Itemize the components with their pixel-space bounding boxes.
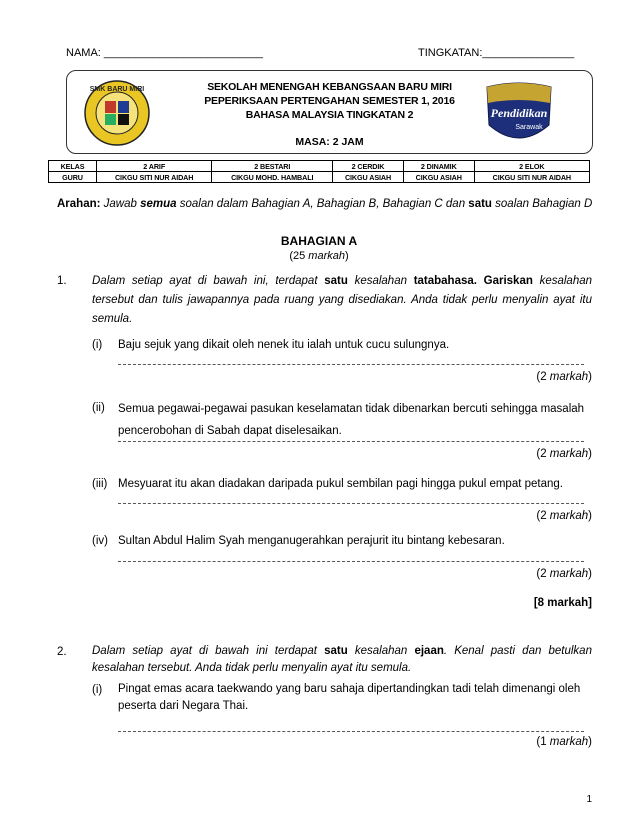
marks-label: (1 markah) xyxy=(536,736,592,748)
marks-label: (2 markah) xyxy=(536,448,592,460)
table-cell: 2 DINAMIK xyxy=(403,161,474,172)
sub-question-number: (i) xyxy=(92,684,103,696)
table-cell: CIKGU MOHD. HAMBALI xyxy=(212,172,333,183)
exam-duration: MASA: 2 JAM xyxy=(295,136,364,148)
sub-question-text: Sultan Abdul Halim Syah menganugerahkan perajurit itu bintang kebesaran. xyxy=(118,535,505,547)
sub-question-number: (ii) xyxy=(92,402,105,414)
section-title: BAHAGIAN A xyxy=(280,234,358,248)
table-row xyxy=(49,172,590,183)
instructions: Arahan: Jawab semua soalan dalam Bahagian A, Bahagian B, Bahagian C dan satu soalan Bahagian D xyxy=(57,198,593,210)
question-number: 1. xyxy=(57,275,67,287)
question-number: 2. xyxy=(57,646,67,658)
sub-question-text: Semua pegawai-pegawai pasukan keselamatan tidak dibenarkan bercuti sehingga masalah pencerobohan di Sabah dapat diselesaikan. xyxy=(118,403,585,437)
answer-line[interactable] xyxy=(118,561,584,562)
answer-line[interactable] xyxy=(118,364,584,365)
sub-question-number: (iii) xyxy=(92,478,108,490)
table-cell: 2 ELOK xyxy=(474,161,589,172)
marks-label: (2 markah) xyxy=(536,510,592,522)
marks-label: (2 markah) xyxy=(536,568,592,580)
table-cell: CIKGU SITI NUR AIDAH xyxy=(474,172,589,183)
pendidikan-sarawak-logo xyxy=(483,81,555,147)
question-2-text: Dalam setiap ayat di bawah ini terdapat satu kesalahan ejaan. Kenal pasti dan betulkan kesalahan tersebut. Anda tidak perlu menyalin ayat itu semula. xyxy=(92,645,592,674)
logo-left-text: SMK BARU MIRI xyxy=(89,86,145,93)
table-cell: 2 ARIF xyxy=(97,161,212,172)
class-teacher-table xyxy=(48,160,590,183)
name-field-label: NAMA: __________________________ xyxy=(66,47,263,59)
exam-name: PEPERIKSAAN PERTENGAHAN SEMESTER 1, 2016 xyxy=(204,95,455,107)
pendidikan-shield-icon xyxy=(483,81,555,147)
table-row xyxy=(49,161,590,172)
section-marks: (25 markah) xyxy=(289,250,349,262)
table-cell: GURU xyxy=(49,172,97,183)
answer-line[interactable] xyxy=(118,503,584,504)
sub-question-text: Pingat emas acara taekwando yang baru sahaja dipertandingkan tadi telah dimenangi oleh peserta dari Negara Thai. xyxy=(118,683,581,712)
table-cell: 2 BESTARI xyxy=(212,161,333,172)
sub-question-text: Mesyuarat itu akan diadakan daripada pukul sembilan pagi hingga pukul empat petang. xyxy=(118,478,563,490)
logo-right-sub: Sarawak xyxy=(515,124,543,131)
table-cell: CIKGU ASIAH xyxy=(403,172,474,183)
question-1-text: Dalam setiap ayat di bawah ini, terdapat satu kesalahan tatabahasa. Gariskan kesalahan tersebut dan tulis jawapannya pada ruang yang disediakan. Anda tidak perlu menyalin ayat itu semula. xyxy=(92,275,593,325)
exam-header-box xyxy=(66,70,593,154)
table-cell: KELAS xyxy=(49,161,97,172)
table-cell: CIKGU ASIAH xyxy=(333,172,404,183)
subject-name: BAHASA MALAYSIA TINGKATAN 2 xyxy=(245,109,414,121)
logo-right-text: Pendidikan xyxy=(490,106,548,120)
table-cell: 2 CERDIK xyxy=(333,161,404,172)
answer-line[interactable] xyxy=(118,441,584,442)
sub-question-number: (i) xyxy=(92,339,103,351)
sub-question-number: (iv) xyxy=(92,535,108,547)
instructions-label: Arahan: xyxy=(57,198,101,210)
school-name: SEKOLAH MENENGAH KEBANGSAAN BARU MIRI xyxy=(207,81,452,93)
marks-label: (2 markah) xyxy=(536,371,592,383)
table-cell: CIKGU SITI NUR AIDAH xyxy=(97,172,212,183)
page-number: 1 xyxy=(586,794,592,805)
answer-line[interactable] xyxy=(118,731,584,732)
class-field-label: TINGKATAN:_______________ xyxy=(418,47,575,59)
sub-question-text: Baju sejuk yang dikait oleh nenek itu ialah untuk cucu sulungnya. xyxy=(118,339,450,351)
question-1-total-marks: [8 markah] xyxy=(533,597,592,609)
